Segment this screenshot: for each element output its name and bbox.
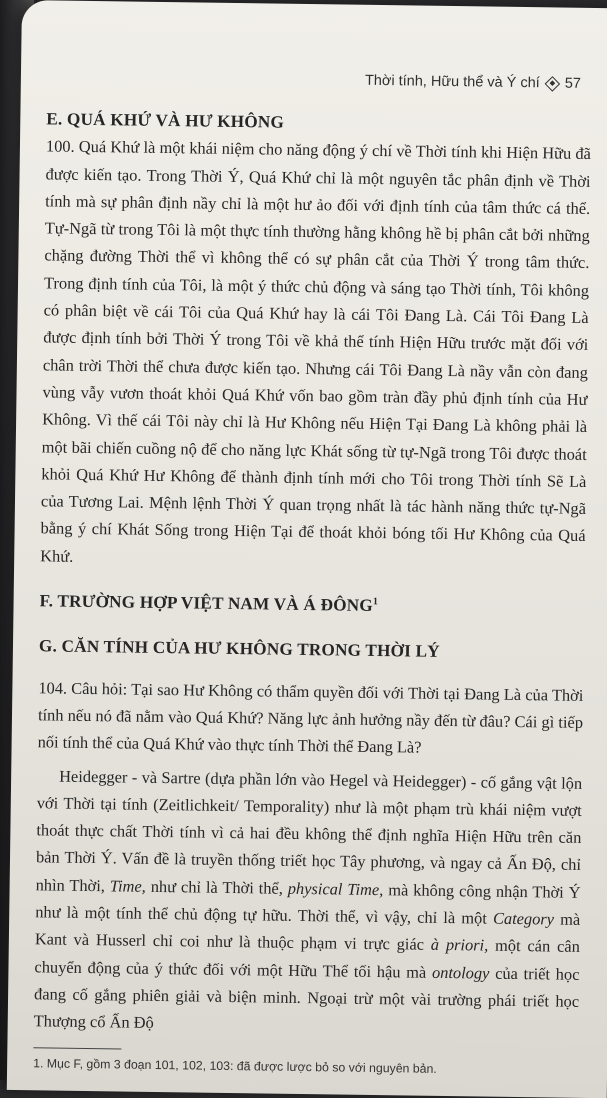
text-run: mà không công nhận Thời Ý như là một tính thể chủ động tự hữu. Thời thể, vì vậy, chỉ là một: [35, 879, 581, 928]
footnote-rule: [33, 1047, 121, 1049]
italic-ontology: ontology: [431, 962, 490, 983]
paragraph-104-question: 104. Câu hỏi: Tại sao Hư Không có thẩm quyền đối với Thời tại Đang Là của Thời tính nếu nó đã nằm vào Quá Khứ? Năng lực ảnh hưởng nầy đến từ đâu? Cái gì tiếp nối tính thể của Quá Khứ vào thực tính Thời thể Đang Là?: [37, 677, 584, 757]
footnote: 1. Mục F, gồm 3 đoạn 101, 102, 103: đã được lược bỏ so với nguyên bản.: [33, 1055, 437, 1076]
text-run: của triết học đang cố gắng phiên giải và biện minh. Ngoại trừ một vài trường phái triết học Thượng cổ Ấn Độ: [33, 963, 580, 1033]
italic-a-priori: à priori,: [430, 935, 489, 955]
paragraph-heidegger: [34, 762, 583, 1043]
page-number: 57: [564, 75, 581, 92]
paragraph-100: 100. Quá Khứ là một khái niệm cho năng động ý chí về Thời tính khi Hiện Hữu đã được kiến tạo. Trong Thời Ý, Quá Khứ chỉ là một nguyên tắc phân định về Thời tính mà sự phân định nầy chỉ là một hư ảo đối với định tính của tâm thức cá thể. Tự-Ngã từ trong Tôi là một thực tính thường hằng không hề bị phân cắt bởi những chặng đường Thời thể vì không thể có sự phân cắt của Thời Ý trong tâm thức. Trong định tính của Tôi, là một ý thức chủ động và sáng tạo Thời tính, Tôi không có phân biệt về cái Tôi của Quá Khứ hay là cái Tôi Đang Là. Cái Tôi Đang Là được định tính bởi Thời Ý trong Tôi về khả thể tính Hiện Hữu trước mặt đối với chân trời Thời thể chưa được kiến tạo. Nhưng cái Tôi Đang Là nầy vẫn còn đang vùng vẫy vươn thoát khỏi Quá Khứ vốn bao gồm tràn đầy phủ định tính của Hư Không. Vì thế cái Tôi này chỉ là Hư Không nếu Hiện Tại Đang Là không phải là một bãi chiến cuồng nộ để cho năng lực Khát sống từ tự-Ngã trong Tôi được thoát khỏi Quá Khứ Hư Không để thành định tính mới cho Tôi trong Thời tính Sẽ Là của Tương Lai. Mệnh lệnh Thời Ý quan trọng nhất là tác hành năng thức tự-Ngã bằng ý chí Khát Sống trong Hiện Tại để thoát khỏi bóng tối Hư Không của Quá Khứ.: [40, 136, 592, 566]
book-page: [7, 0, 607, 1098]
italic-physical-time: physical Time,: [287, 878, 384, 899]
section-g-heading: G. CĂN TÍNH CỦA HƯ KHÔNG TRONG THỜI LÝ: [38, 636, 440, 662]
page-body: [33, 105, 591, 1079]
running-title: Thời tính, Hữu thể và Ý chí: [364, 72, 540, 92]
italic-time: Time,: [109, 876, 146, 896]
text-run: một cán cân chuyển động của ý thức đối với một Hữu Thể tối hậu mà: [34, 936, 580, 982]
italic-category: Category: [492, 908, 555, 929]
section-e-heading: E. QUÁ KHỨ VÀ HƯ KHÔNG: [46, 109, 285, 132]
running-header: [365, 73, 581, 92]
diamond-ornament-icon: [544, 76, 560, 92]
text-run: mà Kant và Husserl chỉ coi như là thuộc phạm vi trực giác: [34, 909, 581, 955]
text-run: Heidegger - và Sartre (dựa phần lớn vào Hegel và Heidegger) - cố gắng vật lộn với Thời tại tính (Zeitlichkeit/ Temporality) như là một phạm trù khái niệm vượt thoát thực chất Thời tính vì cả hai đều không thể định nghĩa Hiện Hữu trên căn bản Thời Ý. Vấn đề là truyền thống triết học Tây phương, và ngay cả Ấn Độ, chỉ nhìn Thời,: [35, 766, 583, 895]
section-f-heading-text: F. TRƯỜNG HỢP VIỆT NAM VÀ Á ĐÔNG: [39, 591, 374, 616]
footnote-marker: 1: [372, 596, 379, 608]
text-run: như chỉ là Thời thể,: [150, 876, 284, 898]
